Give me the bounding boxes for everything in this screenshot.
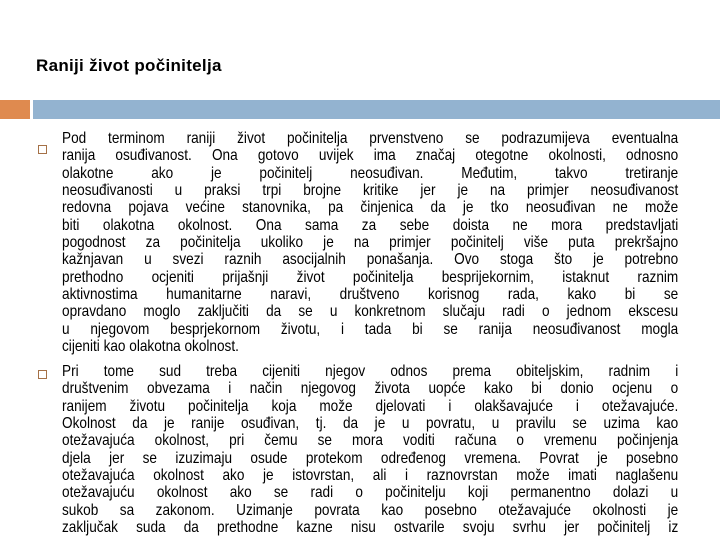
text-line: cijeniti kao olakotna okolnost. bbox=[62, 338, 239, 356]
text-line: redovna pojava većine stanovnika, pa činjenica da je tko neosuđivan ne može bbox=[62, 199, 679, 217]
slide-title: Raniji život počinitelja bbox=[36, 56, 222, 75]
square-bullet-icon bbox=[38, 145, 47, 154]
text-line: djela jer se izuzimaju osude protekom određenog vremena. Povrat je posebno bbox=[62, 449, 679, 467]
text-line: neosuđivanosti u praksi trpi brojne kritike jer je na primjer neosuđivanost bbox=[62, 182, 679, 200]
accent-block-orange bbox=[0, 100, 30, 119]
bullet-paragraph-2 bbox=[62, 363, 720, 536]
text-line: prethodno ocjeniti prijašnji život počinitelja besprijekornim, istaknut raznim bbox=[62, 268, 679, 286]
text-line: ranijem životu počinitelja koja može djelovati i olakšavajuće i otežavajuće. bbox=[62, 397, 679, 415]
text-line: biti olakotna okolnost. Ona sama za sebe doista ne mora predstavljati bbox=[62, 216, 679, 234]
text-line: ranija osuđivanost. Ona gotovo uvijek ima značaj otegotne okolnosti, odnosno bbox=[62, 147, 679, 165]
text-line: otežavajuća okolnost ako je istovrstan, ali i raznovrstan može imati naglašenu bbox=[62, 467, 679, 485]
text-line: društvenim obvezama i način njegovog života uopće kako bi donio ocjenu o bbox=[62, 380, 679, 398]
text-line: Pod terminom raniji život počinitelja prvenstveno se podrazumijeva eventualna bbox=[62, 130, 679, 147]
text-line: Okolnost da je ranije osuđivan, tj. da je u povratu, u pravilu se uzima kao bbox=[62, 415, 679, 433]
text-line: sukob sa zakonom. Uzimanje povrata kao posebno otežavajuće okolnosti je bbox=[62, 501, 679, 519]
text-line: opravdano moglo zaključiti da se u konkretnom slučaju radi o jednom ekscesu bbox=[62, 303, 679, 321]
bullet-paragraph-1 bbox=[62, 130, 720, 355]
text-line: pogodnost za počinitelja ukoliko je na primjer počinitelj više puta prekršajno bbox=[62, 234, 679, 252]
accent-bar-blue bbox=[33, 100, 720, 119]
text-line: kažnjavan u svezi raznih asocijalnih ponašanja. Ovo stoga što je potrebno bbox=[62, 251, 679, 269]
text-line: Pri tome sud treba cijeniti njegov odnos prema obiteljskim, radnim i bbox=[62, 363, 679, 380]
text-line: zaključak suda da prethodne kazne nisu ostvarile svoju svrhu jer počinitelj iz bbox=[62, 519, 679, 537]
text-line: aktivnostima humanitarne naravi, društveno korisnog rada, kako bi se bbox=[62, 286, 679, 304]
text-line: otežavajuću okolnost ako se radi o počinitelju koji permanentno dolazi u bbox=[62, 484, 679, 502]
text-line: olakotne ako je počinitelj neosuđivan. Međutim, takvo tretiranje bbox=[62, 164, 679, 182]
text-line: otežavajuća okolnost, pri čemu se mora voditi računa o vremenu počinjenja bbox=[62, 432, 679, 450]
square-bullet-icon bbox=[38, 370, 47, 379]
text-line: u njegovom besprjekornom životu, i tada bi se ranija neosuđivanost mogla bbox=[62, 320, 679, 338]
